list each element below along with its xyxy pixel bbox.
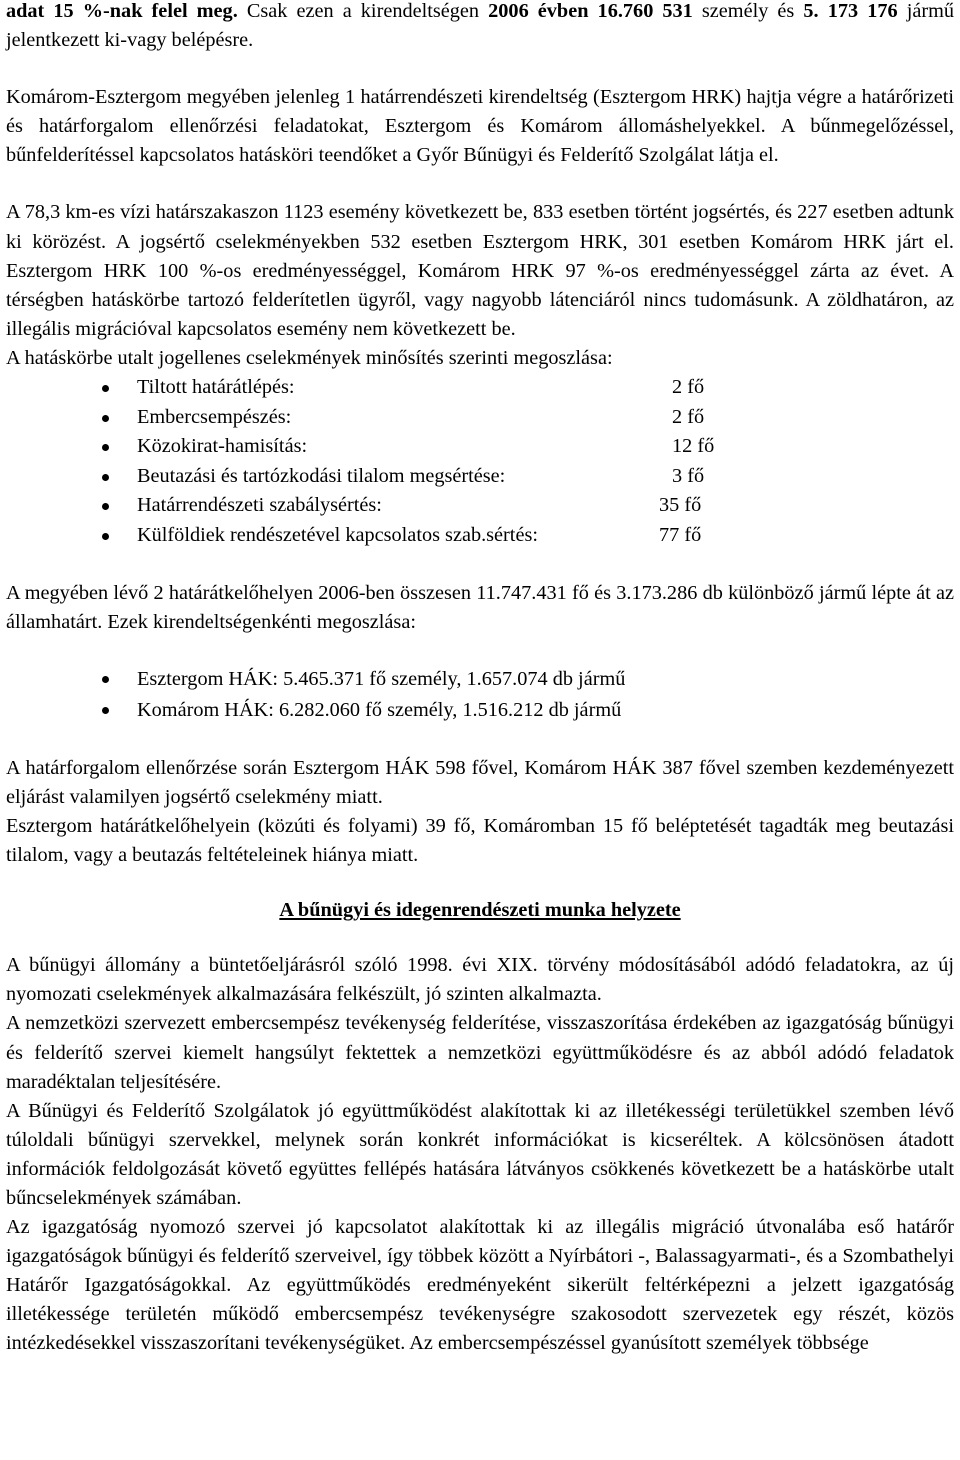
intro-text-a: Csak ezen a kirendeltségen xyxy=(237,0,489,22)
bold-phrase-vehicles: 5. 173 176 xyxy=(803,0,898,22)
intro-paragraph xyxy=(6,0,954,55)
category-label: Tiltott határátlépés: xyxy=(137,376,295,399)
list-item xyxy=(6,491,954,521)
paragraph-criminal-staff: A bűnügyi állomány a büntetőeljárásról szóló 1998. évi XIX. törvény módosításából adódó feladatokra, az új nyomozati cselekmények alkalmazására felkészült, jó szinten alkalmazta. xyxy=(6,954,954,1006)
category-value: 3 fő xyxy=(672,464,705,487)
paragraph-entry-denied: Esztergom határátkelőhelyein (közúti és folyami) 39 fő, Komáromban 15 fő beléptetését tagadták meg beutazási tilalom, vagy a beutazás feltételeinek hiánya miatt. xyxy=(6,814,954,867)
list-item xyxy=(6,462,954,492)
category-value: 77 fő xyxy=(659,524,702,546)
bullet-icon xyxy=(102,385,109,392)
section-heading: A bűnügyi és idegenrendészeti munka helyzete xyxy=(279,899,681,922)
list-item xyxy=(6,403,954,433)
category-value: 12 fő xyxy=(672,435,715,458)
paragraph-category-intro: A hatáskörbe utalt jogellenes cselekmények minősítés szerinti megoszlása: xyxy=(6,346,613,369)
intro-text-b: személy és xyxy=(692,0,804,22)
paragraph-migration-routes: Az igazgatóság nyomozó szervei jó kapcsolatot alakítottak ki az illegális migráció útvonalába eső határőr igazgatóságok bűnügyi és felderítő szerveivel, így többek között a Nyírbátori -, Balassagyarmati-, és a Szombathelyi Határőr Igazgatóságokkal. Az együttműködés eredményeként sikerült feltérképezni a jelzett igazgatóság illetékessége területén működő embercsempész tevékenységre szakosodott szervezetek egy részét, közös intézkedésekkel visszaszorítani tevékenységüket. Az embercsempészéssel gyanúsított személyek többsége xyxy=(6,1216,954,1355)
bold-phrase-percent: adat 15 %-nak felel meg. xyxy=(6,0,238,22)
list-item xyxy=(6,664,954,695)
category-label: Határrendészeti szabálysértés: xyxy=(137,494,382,517)
list-item xyxy=(6,432,954,462)
crossing-item: Komárom HÁK: 6.282.060 fő személy, 1.516.212 db jármű xyxy=(137,698,622,721)
paragraph-proceedings: A határforgalom ellenőrzése során Esztergom HÁK 598 fővel, Komárom HÁK 387 fővel szemben kezdeményezett eljárást valamilyen jogsértő cselekmény miatt. xyxy=(6,756,954,808)
category-value: 2 fő xyxy=(672,376,705,399)
category-value: 35 fő xyxy=(659,494,702,517)
category-list xyxy=(6,373,954,551)
crossing-list xyxy=(6,664,954,726)
category-value: 2 fő xyxy=(672,405,705,428)
bullet-icon xyxy=(102,415,109,422)
list-item xyxy=(6,373,954,403)
paragraph-water-border: A 78,3 km-es vízi határszakaszon 1123 esemény következett be, 833 esetben történt jogsértés, és 227 esetben adtunk ki körözést. A jogsértő cselekményekben 532 esetben Esztergom HRK, 301 esetben Komárom HRK járt el. Esztergom HRK 100 %-os eredményességgel, Komárom HRK 97 %-os eredményességgel zárta az évet. A térségben hatáskörbe tartozó felderítetlen ügyről, vagy nagyobb látenciáról nincs tudomásunk. A zöldhatáron, az illegális migrációval kapcsolatos esemény nem következett be. xyxy=(6,201,954,340)
bullet-icon xyxy=(102,707,109,714)
category-label: Embercsempészés: xyxy=(137,405,292,428)
intro-text-c: jármű jelentkezett ki-vagy belépésre. xyxy=(6,0,955,52)
bullet-icon xyxy=(102,676,109,683)
category-label: Külföldiek rendészetével kapcsolatos szab.sértés: xyxy=(137,524,538,546)
crossing-item: Esztergom HÁK: 5.465.371 fő személy, 1.657.074 db jármű xyxy=(137,667,626,690)
list-item xyxy=(6,695,954,726)
paragraph-cooperation: A Bűnügyi és Felderítő Szolgálatok jó együttműködést alakítottak ki az illetékességi területükkel szemben lévő túloldali bűnügyi szervekkel, melynek során konkrét információkat is kicseréltek. A kölcsönösen átadott információk feldolgozását követő együttes fellépés hatására látványos csökkenés következett be a hatáskörbe utalt bűncselekmények számában. xyxy=(6,1099,954,1209)
paragraph-crossings-total: A megyében lévő 2 határátkelőhelyen 2006-ben összesen 11.747.431 fő és 3.173.286 db különböző jármű lépte át az államhatárt. Ezek kirendeltségenkénti megoszlása: xyxy=(6,581,954,633)
bullet-icon xyxy=(102,503,109,510)
bullet-icon xyxy=(102,474,109,481)
paragraph-hrk: Komárom-Esztergom megyében jelenleg 1 határrendészeti kirendeltség (Esztergom HRK) hajtja végre a határőrizeti és határforgalom ellenőrzési feladatokat, Esztergom és Komárom állomáshelyekkel. A bűnmegelőzéssel, bűnfelderítéssel kapcsolatos hatásköri teendőket a Győr Bűnügyi és Felderítő Szolgálat látja el. xyxy=(6,86,954,167)
category-label: Beutazási és tartózkodási tilalom megsértése: xyxy=(137,464,506,487)
bullet-icon xyxy=(102,533,109,540)
paragraph-smuggling: A nemzetközi szervezett embercsempész tevékenység felderítése, visszaszorítása érdekében az igazgatóság bűnügyi és felderítő szervei kiemelt hangsúlyt fektettek a nemzetközi együttműködésre és az abból adódó feladatok maradéktalan teljesítésére. xyxy=(6,1012,954,1093)
category-label: Közokirat-hamisítás: xyxy=(137,435,308,458)
list-item xyxy=(6,521,954,551)
bold-phrase-persons: 2006 évben 16.760 531 xyxy=(488,0,693,22)
bullet-icon xyxy=(102,444,109,451)
